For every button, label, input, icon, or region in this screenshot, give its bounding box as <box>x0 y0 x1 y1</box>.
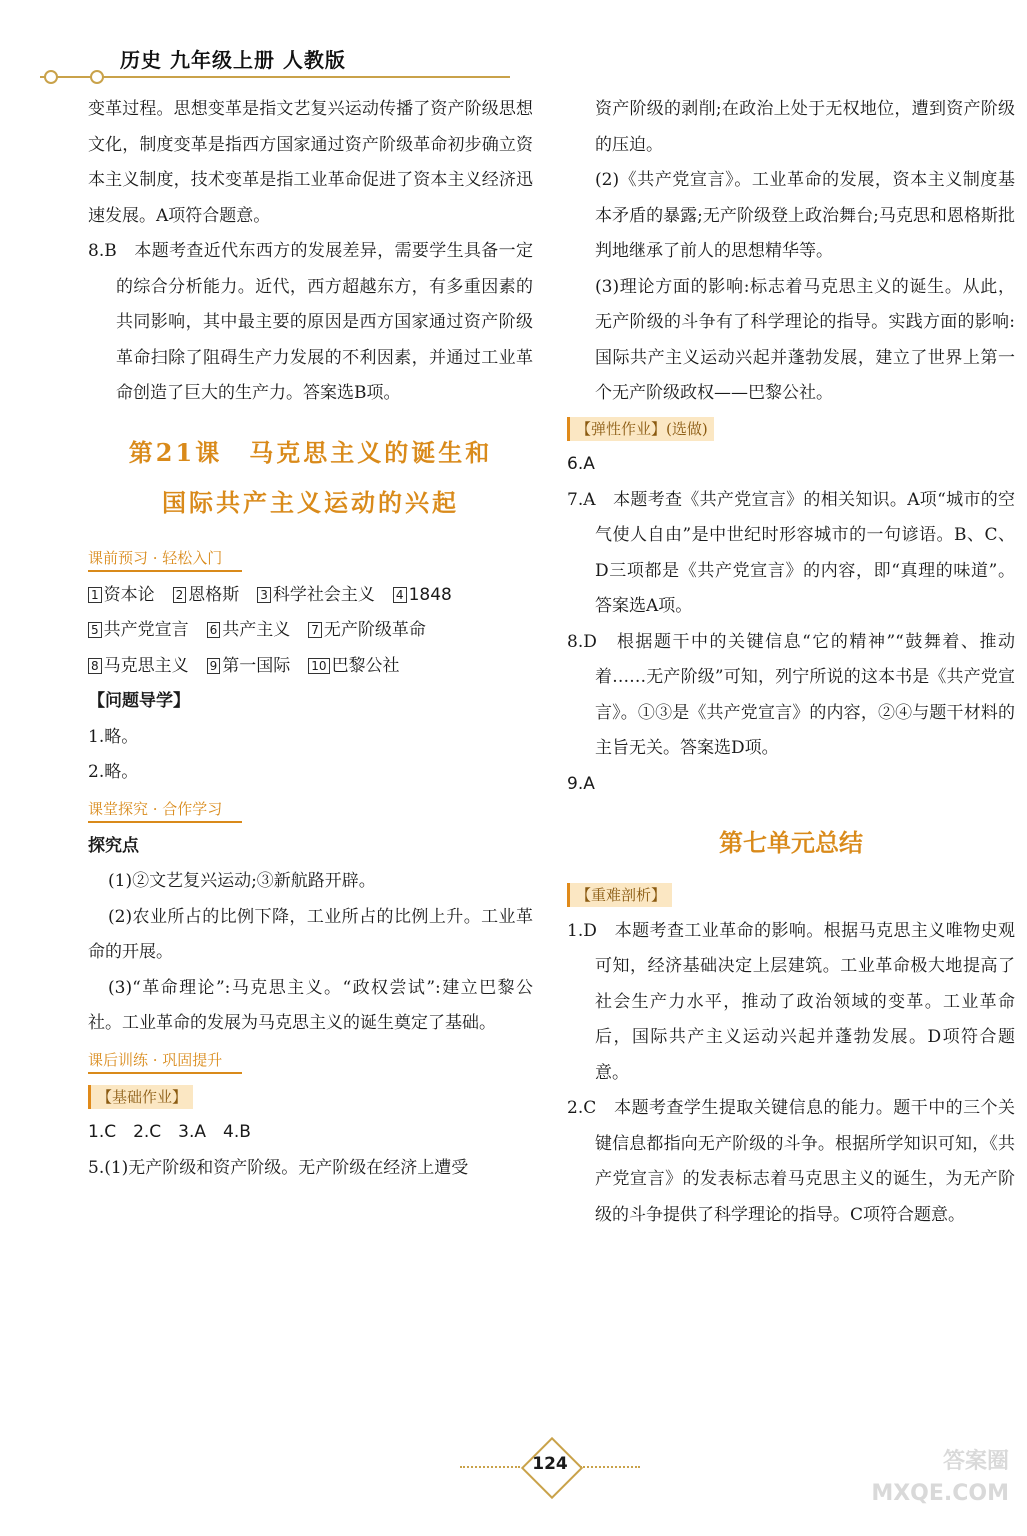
unit-summary-title: 第七单元总结 <box>719 829 863 857</box>
fill-answer: 1 资本论 <box>88 578 155 614</box>
basic-answers: 1.C 2.C 3.A 4.B <box>88 1122 251 1142</box>
fill-answer: 6 共产主义 <box>207 613 291 649</box>
header-rule <box>40 76 510 78</box>
header-ornament-icon <box>90 70 104 84</box>
question-answer-2: 2.略。 <box>88 762 139 782</box>
fill-answer: 8 马克思主义 <box>88 649 189 685</box>
page-number <box>460 1440 640 1500</box>
key-answer-1: 1.D 本题考查工业革命的影响。根据马克思主义唯物史观可知，经济基础决定上层建筑。工业革命极大地提高了社会生产力水平，推动了政治领域的变革。工业革命后，国际共产主义运动兴起并蓬勃发展。D项符合题意。 <box>567 920 1015 1083</box>
preview-banner: 课前预习 · 轻松入门 <box>88 546 242 572</box>
explore-answer-2: (2)农业所占的比例下降，工业所占的比例上升。工业革命的开展。 <box>88 906 533 962</box>
question-guide-heading: 【问题导学】 <box>88 691 190 711</box>
elastic-homework-tag: 【弹性作业】(选做) <box>567 417 714 441</box>
answer-item-9: 9.A <box>567 773 595 794</box>
intro-paragraph: 变革过程。思想变革是指文艺复兴运动传播了资产阶级思想文化，制度变革是指西方国家通过资产阶级革命初步确立资本主义制度，技术变革是指工业革命促进了资本主义经济迅速发展。A项符合题意。 <box>88 99 533 226</box>
question-answer-1: 1.略。 <box>88 726 139 747</box>
header-title: 历史 九年级上册 人教版 <box>120 48 346 72</box>
key-answer-2: 2.C 本题考查学生提取关键信息的能力。题干中的三个关键信息都指向无产阶级的斗争。根据所学知识可知，《共产党宣言》的发表标志着马克思主义的诞生，为无产阶级的斗争提供了科学理论的指导。C项符合题意。 <box>567 1098 1015 1225</box>
item5-continued: 资产阶级的剥削;在政治上处于无权地位，遭到资产阶级的压迫。 <box>595 99 1015 155</box>
fill-answer: 4 1848 <box>393 578 452 614</box>
class-banner: 课堂探究 · 合作学习 <box>88 797 242 823</box>
explore-answer-3: (3)“革命理论”:马克思主义。“政权尝试”:建立巴黎公社。工业革命的发展为马克思主义的诞生奠定了基础。 <box>88 977 533 1033</box>
answer-item-7: 7.A 本题考查《共产党宣言》的相关知识。A项“城市的空气使人自由”是中世纪时形容城市的一句谚语。B、C、D三项都是《共产党宣言》的内容，即“真理的味道”。答案选A项。 <box>567 489 1015 616</box>
fill-answer: 9 第一国际 <box>207 649 291 685</box>
fill-answer: 2 恩格斯 <box>173 578 240 614</box>
watermark-url: MXQE.COM <box>871 1481 1009 1506</box>
basic-homework-tag: 【基础作业】 <box>88 1085 193 1109</box>
item5-part-3: (3)理论方面的影响:标志着马克思主义的诞生。从此，无产阶级的斗争有了科学理论的指导。实践方面的影响:国际共产主义运动兴起并蓬勃发展，建立了世界上第一个无产阶级政权——巴黎公社。 <box>595 276 1015 403</box>
watermark-text: 答案圈 <box>942 1449 1009 1474</box>
page-dots-right <box>580 1466 640 1468</box>
answer-item-8-right: 8.D 根据题干中的关键信息“它的精神”“鼓舞着、推动着……无产阶级”可知，列宁所说的这本书是《共产党宣言》。①③是《共产党宣言》的内容，②④与题干材料的主旨无关。答案选D项。 <box>567 631 1015 758</box>
answer-item-8: 8.B 本题考查近代东西方的发展差异，需要学生具备一定的综合分析能力。近代，西方超越东方，有多重因素的共同影响，其中最主要的原因是西方国家通过资产阶级革命扫除了阻碍生产力发展的不利因素，并通过工业革命创造了巨大的生产力。答案选B项。 <box>88 241 533 403</box>
answer-item-6: 6.A <box>567 454 595 474</box>
header-ornament-icon <box>44 70 58 84</box>
lesson-title-line-2: 国际共产主义运动的兴起 <box>162 487 459 517</box>
page-dots-left <box>460 1466 520 1468</box>
right-column <box>567 92 1015 1233</box>
explore-answer-1: (1)②文艺复兴运动;③新航路开辟。 <box>108 871 376 891</box>
after-class-banner: 课后训练 · 巩固提升 <box>88 1048 242 1074</box>
lesson-title <box>88 428 533 528</box>
answer-item-5: 5.(1)无产阶级和资产阶级。无产阶级在经济上遭受 <box>88 1157 469 1178</box>
item5-part-2: (2)《共产党宣言》。工业革命的发展，资本主义制度基本矛盾的暴露;无产阶级登上政治舞台;马克思和恩格斯批判地继承了前人的思想精华等。 <box>595 170 1015 261</box>
key-analysis-tag: 【重难剖析】 <box>567 883 672 907</box>
watermark-logo <box>819 1446 1009 1522</box>
fill-answer: 5 共产党宣言 <box>88 613 189 649</box>
fill-answers <box>88 578 533 685</box>
page-header <box>40 40 520 84</box>
fill-answer: 7 无产阶级革命 <box>308 613 426 649</box>
fill-answer: 10 巴黎公社 <box>308 649 399 685</box>
left-column <box>88 92 533 1186</box>
fill-answer: 3 科学社会主义 <box>257 578 375 614</box>
page-number-text: 124 <box>532 1454 568 1474</box>
lesson-title-line-1: 第21课 马克思主义的诞生和 <box>128 437 493 467</box>
explore-heading: 探究点 <box>88 835 139 856</box>
